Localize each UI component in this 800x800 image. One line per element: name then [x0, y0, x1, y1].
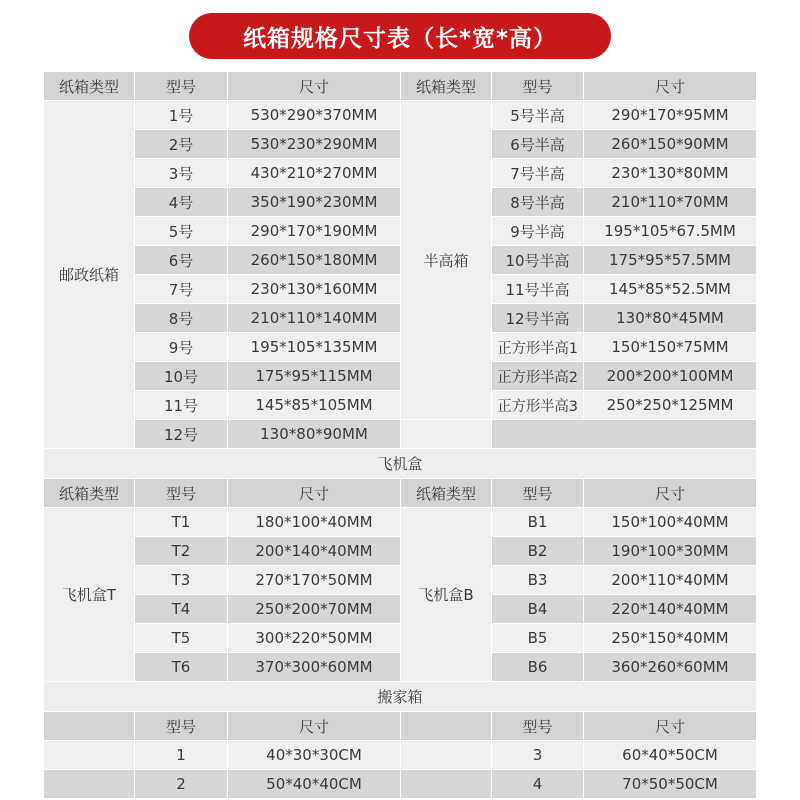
table-row [44, 391, 756, 420]
model-cell: 6号 [135, 246, 227, 274]
size-cell: 270*170*50MM [228, 566, 400, 594]
header-size: 尺寸 [584, 479, 756, 507]
model-cell: 2 [135, 770, 227, 798]
table-row [44, 217, 756, 246]
size-cell: 290*170*95MM [584, 101, 756, 129]
postal-halfheight-body [44, 101, 756, 449]
size-cell: 230*130*80MM [584, 159, 756, 187]
header-type: 纸箱类型 [44, 72, 134, 100]
model-cell: B2 [492, 537, 583, 565]
table-row [44, 420, 756, 449]
size-cell: 130*80*45MM [584, 304, 756, 332]
model-cell: T3 [135, 566, 227, 594]
size-cell: 250*200*70MM [228, 595, 400, 623]
model-cell: 8号半高 [492, 188, 583, 216]
size-cell: 530*230*290MM [228, 130, 400, 158]
size-cell: 360*260*60MM [584, 653, 756, 681]
section-title-moving: 搬家箱 [44, 682, 756, 711]
table-row [44, 537, 756, 566]
size-cell: 260*150*180MM [228, 246, 400, 274]
page-title: 纸箱规格尺寸表（长*宽*高） [189, 13, 611, 59]
size-cell: 230*130*160MM [228, 275, 400, 303]
header-model: 型号 [492, 72, 583, 100]
model-cell: 10号半高 [492, 246, 583, 274]
model-cell: 4 [492, 770, 583, 798]
size-cell: 430*210*270MM [228, 159, 400, 187]
model-cell: 5号半高 [492, 101, 583, 129]
model-cell: 11号 [135, 391, 227, 419]
header-model: 型号 [492, 479, 583, 507]
model-cell: 12号 [135, 420, 227, 448]
size-cell: 50*40*40CM [228, 770, 400, 798]
header-size: 尺寸 [584, 712, 756, 740]
table-row [44, 130, 756, 159]
model-cell: 11号半高 [492, 275, 583, 303]
size-cell: 250*250*125MM [584, 391, 756, 419]
model-cell: 10号 [135, 362, 227, 390]
table-row [44, 741, 756, 770]
model-cell: T5 [135, 624, 227, 652]
model-cell: B3 [492, 566, 583, 594]
section-title-airplane: 飞机盒 [44, 449, 756, 478]
empty-cell [401, 741, 491, 769]
model-cell: 5号 [135, 217, 227, 245]
size-cell: 300*220*50MM [228, 624, 400, 652]
model-cell: 3 [492, 741, 583, 769]
halfheight-type-cell: 半高箱 [401, 101, 491, 419]
size-cell: 220*140*40MM [584, 595, 756, 623]
model-cell: T2 [135, 537, 227, 565]
size-cell: 145*85*52.5MM [584, 275, 756, 303]
table-row [44, 566, 756, 595]
header-model: 型号 [492, 712, 583, 740]
model-cell: 2号 [135, 130, 227, 158]
table-row [44, 770, 756, 799]
size-cell: 290*170*190MM [228, 217, 400, 245]
model-cell: 1 [135, 741, 227, 769]
header-model: 型号 [135, 712, 227, 740]
empty-cell [44, 770, 134, 798]
header-model: 型号 [135, 479, 227, 507]
size-cell: 130*80*90MM [228, 420, 400, 448]
size-cell: 60*40*50CM [584, 741, 756, 769]
table-row [44, 188, 756, 217]
header-size: 尺寸 [228, 72, 400, 100]
size-cell: 200*110*40MM [584, 566, 756, 594]
model-cell: B4 [492, 595, 583, 623]
model-cell: B5 [492, 624, 583, 652]
table-header-row [44, 72, 756, 101]
header-empty [44, 712, 134, 740]
table-row [44, 362, 756, 391]
header-size: 尺寸 [228, 479, 400, 507]
header-type: 纸箱类型 [401, 479, 491, 507]
header-size: 尺寸 [228, 712, 400, 740]
model-cell: 12号半高 [492, 304, 583, 332]
header-size: 尺寸 [584, 72, 756, 100]
empty-cell [401, 770, 491, 798]
size-cell: 260*150*90MM [584, 130, 756, 158]
table-row [44, 159, 756, 188]
table-row [44, 333, 756, 362]
table-header-row [44, 712, 756, 741]
size-cell: 150*100*40MM [584, 508, 756, 536]
model-cell: 正方形半高1 [492, 333, 583, 361]
header-empty [401, 712, 491, 740]
table-row [44, 624, 756, 653]
model-cell: 4号 [135, 188, 227, 216]
size-cell: 190*100*30MM [584, 537, 756, 565]
model-cell: T6 [135, 653, 227, 681]
size-cell: 40*30*30CM [228, 741, 400, 769]
airplane-body [44, 508, 756, 682]
size-cell: 70*50*50CM [584, 770, 756, 798]
size-cell: 200*140*40MM [228, 537, 400, 565]
model-cell: 6号半高 [492, 130, 583, 158]
size-cell: 210*110*70MM [584, 188, 756, 216]
table-row [44, 101, 756, 130]
model-cell: B1 [492, 508, 583, 536]
model-cell: 9号半高 [492, 217, 583, 245]
size-cell: 180*100*40MM [228, 508, 400, 536]
size-cell: 145*85*105MM [228, 391, 400, 419]
postal-type-cell: 邮政纸箱 [44, 101, 134, 448]
size-cell: 150*150*75MM [584, 333, 756, 361]
table-header-row [44, 479, 756, 508]
table-row [44, 275, 756, 304]
table-row [44, 304, 756, 333]
airplane-b-type-cell: 飞机盒B [401, 508, 491, 681]
model-cell: 7号 [135, 275, 227, 303]
size-cell: 350*190*230MM [228, 188, 400, 216]
table-row [44, 508, 756, 537]
model-cell: 8号 [135, 304, 227, 332]
spec-table [44, 72, 756, 799]
size-cell: 195*105*135MM [228, 333, 400, 361]
size-cell: 175*95*57.5MM [584, 246, 756, 274]
model-cell: 1号 [135, 101, 227, 129]
size-cell: 370*300*60MM [228, 653, 400, 681]
model-cell: 3号 [135, 159, 227, 187]
header-type: 纸箱类型 [44, 479, 134, 507]
size-cell: 250*150*40MM [584, 624, 756, 652]
model-cell: T4 [135, 595, 227, 623]
size-cell: 195*105*67.5MM [584, 217, 756, 245]
model-cell: 9号 [135, 333, 227, 361]
header-type: 纸箱类型 [401, 72, 491, 100]
table-row [44, 246, 756, 275]
model-cell: 7号半高 [492, 159, 583, 187]
table-row [44, 653, 756, 682]
size-cell: 210*110*140MM [228, 304, 400, 332]
model-cell: 正方形半高2 [492, 362, 583, 390]
model-cell: 正方形半高3 [492, 391, 583, 419]
size-cell: 175*95*115MM [228, 362, 400, 390]
model-cell: T1 [135, 508, 227, 536]
size-cell: 530*290*370MM [228, 101, 400, 129]
airplane-t-type-cell: 飞机盒T [44, 508, 134, 681]
empty-cell [44, 741, 134, 769]
model-cell: B6 [492, 653, 583, 681]
table-row [44, 595, 756, 624]
header-model: 型号 [135, 72, 227, 100]
size-cell: 200*200*100MM [584, 362, 756, 390]
